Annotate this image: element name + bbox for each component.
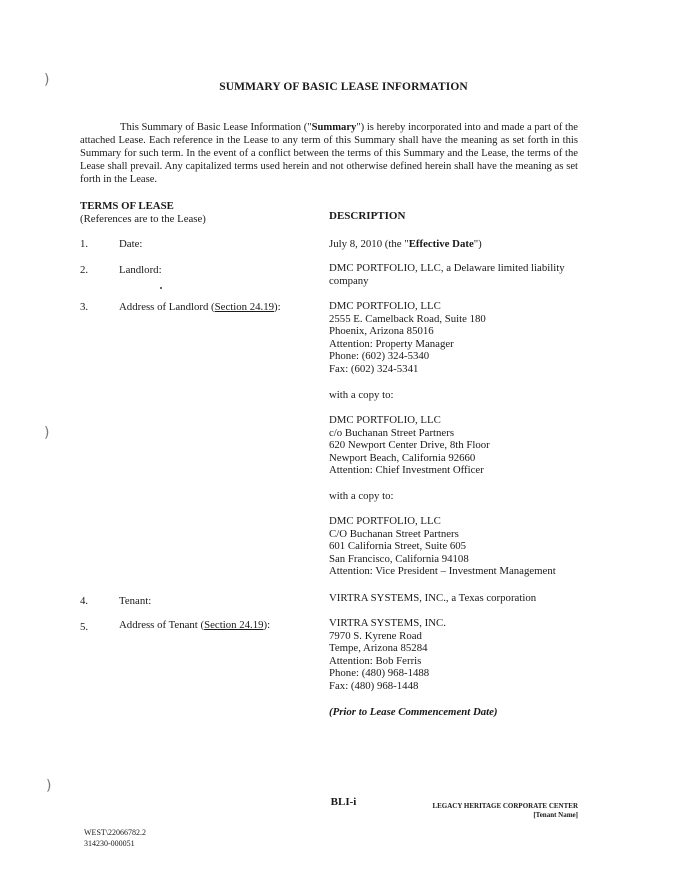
item-label-landlord: Landlord: — [119, 264, 162, 276]
item-label-date: Date: — [119, 238, 143, 250]
item-label-landlord-address: Address of Landlord (Section 24.19): — [119, 301, 281, 313]
stray-dot — [160, 287, 162, 289]
terms-of-lease-heading: TERMS OF LEASE — [80, 200, 174, 212]
project-name: LEGACY HERITAGE CORPORATE CENTER — [432, 802, 578, 810]
margin-mark: ) — [44, 425, 50, 441]
landlord-address-block-3: DMC PORTFOLIO, LLC C/O Buchanan Street Partners 601 California Street, Suite 605 San Francisco, California 94108 Attention: Vice President – Investment Management — [329, 515, 556, 578]
item-number: 4. — [80, 595, 89, 607]
tenant-name-placeholder: [Tenant Name] — [533, 811, 578, 819]
doc-id: WEST\22066782.2 — [84, 828, 146, 837]
item-label-tenant-address: Address of Tenant (Section 24.19): — [119, 619, 271, 631]
tenant-address-note: (Prior to Lease Commencement Date) — [329, 706, 498, 718]
page-number: BLI-i — [330, 796, 357, 808]
footer-project — [380, 802, 578, 820]
intro-paragraph: This Summary of Basic Lease Information ("Summary") is hereby incorporated into and made a part of the attached Lease. Each reference in the Lease to any term of this Summary shall have the meaning as set forth in this Summary for such term. In the event of a conflict between the terms of this Summary and the Lease, the terms of the Lease shall prevail. Any capitalized terms used herein and not otherwise defined herein shall have the meaning as set forth in the Lease. — [80, 122, 578, 185]
copy-to-label: with a copy to: — [329, 389, 394, 401]
item-number: 3. — [80, 301, 89, 313]
landlord-address-block-1: DMC PORTFOLIO, LLC 2555 E. Camelback Road, Suite 180 Phoenix, Arizona 85016 Attention: Property Manager Phone: (602) 324-5340 Fax: (602) 324-5341 — [329, 300, 486, 375]
item-number: 2. — [80, 264, 89, 276]
margin-mark: ) — [46, 778, 52, 794]
tenant-value: VIRTRA SYSTEMS, INC., a Texas corporation — [329, 592, 537, 604]
description-heading: DESCRIPTION — [329, 210, 406, 222]
matter-number: 314230-000051 — [84, 839, 135, 848]
landlord-address-block-2: DMC PORTFOLIO, LLC c/o Buchanan Street Partners 620 Newport Center Drive, 8th Floor Newport Beach, California 92660 Attention: Chief Investment Officer — [329, 414, 490, 477]
tenant-address-block: VIRTRA SYSTEMS, INC. 7970 S. Kyrene Road Tempe, Arizona 85284 Attention: Bob Ferris Phone: (480) 968-1488 Fax: (480) 968-1448 — [329, 617, 446, 692]
terms-note: (References are to the Lease) — [80, 213, 206, 225]
document-title: SUMMARY OF BASIC LEASE INFORMATION — [219, 81, 468, 93]
landlord-value: DMC PORTFOLIO, LLC, a Delaware limited liability company — [329, 262, 565, 287]
terms-header — [80, 200, 206, 226]
margin-mark: ) — [44, 72, 50, 88]
item-label-tenant: Tenant: — [119, 595, 152, 607]
item-number: 1. — [80, 238, 89, 250]
item-number: 5. — [80, 621, 89, 633]
date-value: July 8, 2010 (the "Effective Date") — [329, 238, 482, 250]
copy-to-label: with a copy to: — [329, 490, 394, 502]
footer-doc-ids — [84, 827, 146, 849]
